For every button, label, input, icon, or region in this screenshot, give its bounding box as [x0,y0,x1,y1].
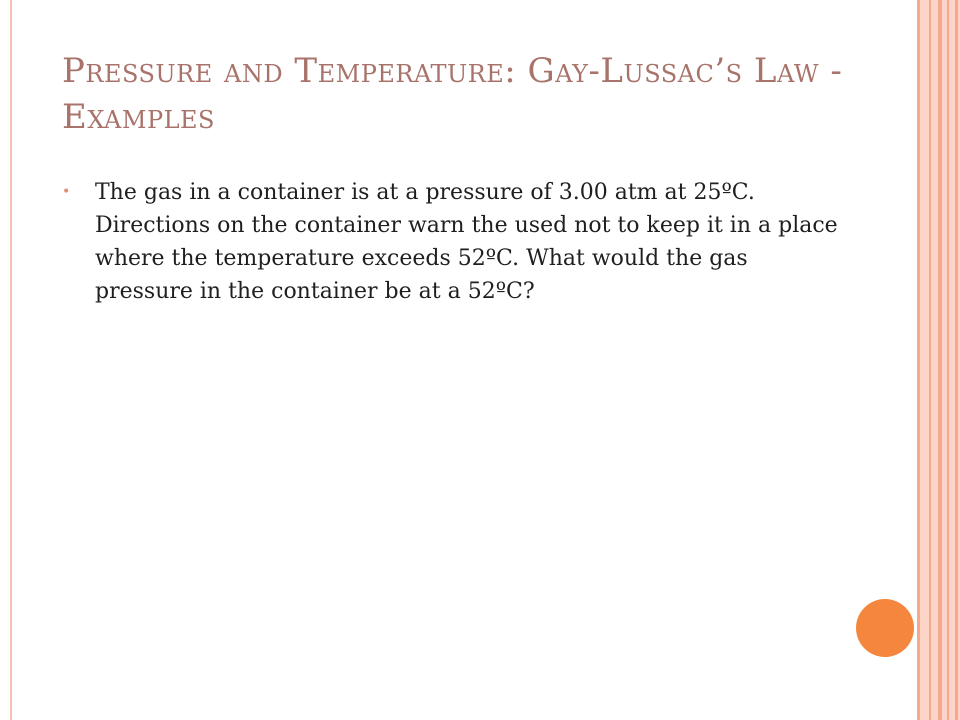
side-stripe [947,0,949,720]
slide-body [62,176,842,308]
bullet-icon: • [62,184,71,200]
left-border-line [10,0,12,720]
slide-title: Pressure and Temperature: Gay-Lussac’s Law - Examples [62,51,843,137]
bullet-text: The gas in a container is at a pressure of 3.00 atm at 25ºC. Directions on the container warn the used not to keep it in a place where the temperature exceeds 52ºC. What would the gas pressure in the container be at a 52ºC? [95,180,838,304]
side-stripe [938,0,942,720]
side-stripe [929,0,931,720]
side-stripe [955,0,958,720]
bullet-item [62,176,842,308]
side-stripe [917,0,920,720]
decorative-side-panel [917,0,960,720]
accent-circle [856,599,914,657]
